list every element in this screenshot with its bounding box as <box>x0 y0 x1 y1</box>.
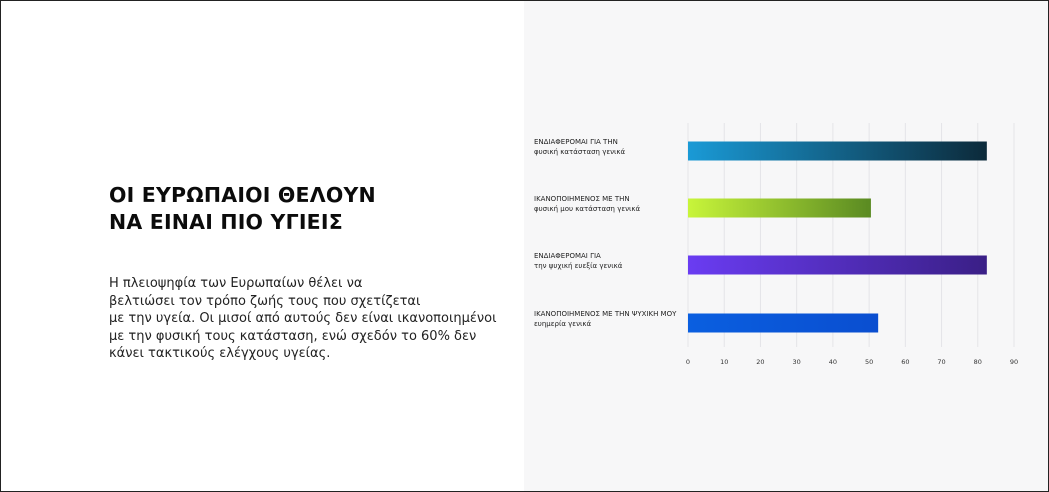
bar-chart <box>524 1 1049 492</box>
category-label-line: ΕΝΔΙΑΦΕΡΟΜΑΙ ΓΙΑ <box>534 252 601 260</box>
x-tick-label: 20 <box>756 358 765 366</box>
bar <box>688 314 878 333</box>
x-tick-label: 80 <box>973 358 982 366</box>
category-label-line: ΙΚΑΝΟΠΟΙΗΜΕΝΟΣ ΜΕ ΤΗΝ <box>534 195 630 203</box>
chart-category-labels <box>534 138 677 328</box>
headline-line: ΟΙ ΕΥΡΩΠΑΙΟΙ ΘΕΛΟΥΝ <box>109 183 376 207</box>
bar <box>688 199 871 218</box>
body-line: Η πλειοψηφία των Ευρωπαίων θέλει να <box>109 276 363 291</box>
body-line: με την φυσική τους κατάσταση, ενώ σχεδόν το 60% δεν <box>109 328 477 344</box>
body-line: με την υγεία. Οι μισοί από αυτούς δεν είναι ικανοποιημένοι <box>109 311 497 327</box>
x-tick-label: 70 <box>937 358 946 366</box>
category-label-line: ευημερία γενικά <box>534 320 592 328</box>
x-tick-label: 50 <box>864 358 874 366</box>
category-label-line: φυσική κατάσταση γενικά <box>534 148 626 156</box>
category-label-line: ΙΚΑΝΟΠΟΙΗΜΕΝΟΣ ΜΕ ΤΗΝ ΨΥΧΙΚΗ ΜΟΥ <box>534 310 677 318</box>
category-label-line: ΕΝΔΙΑΦΕΡΟΜΑΙ ΓΙΑ ΤΗΝ <box>534 138 618 146</box>
x-tick-label: 40 <box>828 358 838 366</box>
category-label <box>534 310 677 328</box>
body-line: βελτιώσει τον τρόπο ζωής τους που σχετίζεται <box>109 293 421 309</box>
category-label-line: φυσική μου κατάσταση γενικά <box>534 205 641 213</box>
bar <box>688 142 987 161</box>
body-paragraph <box>109 275 509 363</box>
bar <box>688 256 987 275</box>
text-panel <box>1 1 524 492</box>
category-label <box>534 138 626 156</box>
headline-line: ΝΑ ΕΙΝΑΙ ΠΙΟ ΥΓΙΕΙΣ <box>109 210 343 234</box>
x-tick-label: 0 <box>685 358 691 366</box>
category-label-line: την ψυχική ευεξία γενικά <box>534 262 623 270</box>
headline <box>109 182 489 236</box>
x-tick-label: 60 <box>901 358 910 366</box>
x-tick-label: 30 <box>792 358 801 366</box>
x-tick-label: 10 <box>720 358 729 366</box>
category-label <box>534 252 623 270</box>
body-line: κάνει τακτικούς ελέγχους υγείας. <box>109 346 331 362</box>
x-tick-label: 90 <box>1009 358 1019 366</box>
category-label <box>534 195 641 213</box>
chart-x-ticks <box>686 358 1018 366</box>
